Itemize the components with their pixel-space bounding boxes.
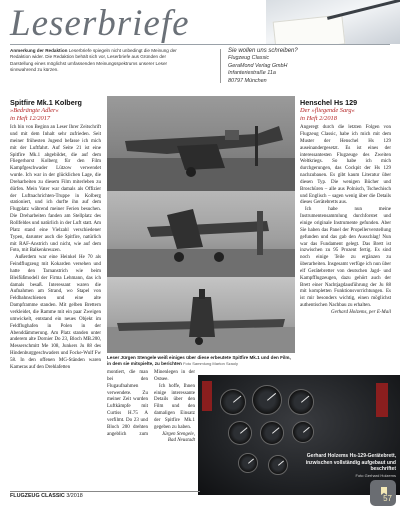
spitfire-photo-bottom [107, 277, 295, 353]
red-panel-icon [376, 383, 388, 417]
gauge-icon [288, 389, 314, 415]
gauge-icon [252, 385, 282, 415]
gauge-icon [292, 421, 314, 443]
letter-paragraph: Ich habe nun meine Instrumentensammlung durchforstet und einige originale Instrumente gefunden. Aber Sie haben das Panel der Propellerverstellung gefunden und das gab den Ausschlag! Nun war das Fundament gelegt. Das Brett ist inzwischen zu 95 Prozent fertig. Es sind noch einige Teile zu ergänzen zu überarbeiten. Insgesamt verfüge ich nun über elf Gerätebretter von deutschen Jagd- und Kampfflugzeugen, dazu gehört auch der Brett einer Nachtjagdausführung der Ju 88 mit kompletten Funktionsvorrichtungen. Es ist mir besonders wichtig, einen möglichst authentischen Nachbau zu erhalten. [300, 207, 391, 309]
page-title: Leserbriefe [10, 3, 190, 44]
spitfire-photo-middle [107, 191, 295, 277]
letter-henschel [300, 98, 391, 317]
letter-body [10, 125, 101, 371]
letter-issue: in Heft 12/2017 [10, 114, 51, 122]
editorial-note-text: Leserbriefe spiegeln nicht unbedingt die Meinung der Redaktion wider. Die Redaktion behält sich vor, Leserbriefe aus Gründen der Darstellung eines möglichst umfassenden Meinungsspektrums unserer Leser sinnwahrend zu kürzen. [10, 48, 177, 72]
letter-issue: in Heft 2/2018 [300, 114, 337, 122]
header-photo [266, 0, 400, 44]
letter-signoff: Jürgen Stengele, Bad Neustadt [161, 431, 195, 444]
letter-paragraph: montiert, die man bei den Flugaufnahmen verwendete. Zu meiner Zeit wurden Luftkämpfe mit Curtiss H.75 A verfilmt. Do 23 und Bloch 200 drehten angeblich zum Minenlegen in der Ostsee. [107, 370, 195, 437]
page-number: 57 [383, 494, 392, 503]
letter-subtitle: »Bedrängte Adler« [10, 107, 59, 114]
address-line: Flugzeug Classic [228, 55, 270, 62]
pen-illustration [327, 0, 400, 20]
letter-title: Henschel Hs 129 [300, 98, 358, 107]
gauge-icon [260, 421, 284, 445]
editorial-note-lead: Anmerkung der Redaktion [10, 48, 68, 53]
address-line: GeraMond Verlag GmbH [228, 62, 288, 69]
cockpit-caption [300, 453, 396, 479]
letter-body [300, 125, 391, 310]
address-line: 80797 München [228, 77, 267, 84]
letter-title: Spitfire Mk.1 Kolberg [10, 98, 82, 107]
editorial-note [10, 48, 188, 73]
gauge-icon [228, 421, 252, 445]
address-block [228, 48, 378, 85]
page-footer [10, 493, 390, 499]
address-line: Infanteriestraße 11a [228, 70, 276, 77]
photo-credit: Foto Sammlung Marton Szaoly [183, 361, 238, 366]
letter-paper-illustration [273, 14, 346, 44]
spitfire-photo-top [107, 96, 295, 191]
gauge-icon [220, 389, 246, 415]
header-divider [10, 44, 390, 45]
address-divider [220, 49, 221, 83]
letter-body-continued [107, 370, 195, 445]
spitfire-ground-image [107, 277, 295, 353]
letter-paragraph: Angeregt durch die letzten Folgen von Flugzeug Classic, habe ich mich mit dem Muster der Henschel Hs 129 auseinandergesetzt. Es ist eines der interessantesten Flugzeuge des Zweiten Weltkriegs. So habe ich mich durchgerungen, das Cockpit der Hs 129 nachzubauen. Es gibt kaum Literatur über diesen Typ. Die wenigen Bücher und Broschüren – alle aus Polnisch, Tschechisch und Englisch – sagen wenig über die Details dieses Gerätebretts aus. [300, 125, 391, 206]
letter-subtitle: Der »fliegende Sarg« [300, 107, 355, 114]
photo-caption [107, 355, 295, 367]
letter-spitfire [10, 98, 101, 372]
red-panel-icon [202, 381, 212, 411]
photo-caption-text: Leser Jürgen Stengele weiß einiges über diese erbeutete Spitfire Mk.1 und den Film, in dem sie mitspielte, zu berichten [107, 355, 291, 366]
letter-paragraph: Ich bin von Beginn an Leser Ihrer Zeitschrift und mit dem Inhalt sehr zufrieden. Seit meiner frühesten Jugend befasse ich mich mit der Luftfahrt. Auf Seite 21 ist eine Spitfire Mk.1 abgebildet, die auf dem Fliegerhorst Kolberg für den Film Kampfgeschwader Lützow verwendet wurde. Ich war in der glücklichen Lage, die Dreharbeiten zu diesem Film miterleben zu dürfen. Mein Vater war damals als Offizier der Luftnachrichten-Truppe in Kolberg stationiert, und ich durfte ihn auf dem Flugplatz während meiner Ferien besuchen. Die Dreharbeiten fanden am Stellplatz des Rollfeldes und natürlich in der Luft statt. Am Platz stand eine Vielzahl verschiedener Typen, darunter auch die Spitfire, natürlich mit RAF-Anstrich und nicht, wie auf dem Foto, mit Balkenkreuzen. [10, 125, 101, 254]
address-line: Sie wollen uns schreiben? [228, 48, 298, 54]
spitfire-front-image [107, 191, 295, 277]
gauge-icon [238, 453, 258, 473]
footer-issue: 3/2018 [66, 493, 83, 499]
spitfire-side-image [107, 96, 295, 191]
letter-paragraph: Ich hoffe, Ihnen einige interessante Details über den Film und den damaligen Einsatz der Spitfire Mk.1 gegeben zu haben. [154, 383, 195, 430]
letter-signoff: Gerhard Holzems, per E-Mail [331, 309, 391, 315]
letter-paragraph: Außerdem war eine Heinkel He 70 als Feindflugzeug mit Kokarden versehen und hatte den Tarnanstrich wie beim Bleifüßmodell der Firma Lehmann, das ich damals besaß. Interessant waren die Aufnahmen am Strand, wo Stapel von Feldbahnschienen und eine alte Dampframme standen. Mit gelben Brettern verkleidet, die Ramme mit ein paar Zweigen umwickelt, entstand ein neues Objekt im Feldflughafen in Polen in der Abenddämmerung. Am Platz standen unter anderem alte Dornier Do 23, Bloch MB.200, Messerschmitt Me 108, Junkers Ju 88 des Hindenburggeschwaders und Focke-Wulf Fw 58. In den offenen MG-Ständen waren Kameras auf den Drehlafetten [10, 255, 101, 370]
gauge-icon [268, 455, 288, 475]
cockpit-caption-credit: Foto Gerhard Holzems [355, 472, 396, 478]
footer-magazine: FLUGZEUG CLASSIC [10, 493, 65, 499]
cockpit-caption-text: Gerhard Holzems Hs-129-Gerätebrett, inzwischen vollständig aufgebaut und beschriftet [305, 453, 396, 473]
footer-divider [10, 491, 200, 492]
